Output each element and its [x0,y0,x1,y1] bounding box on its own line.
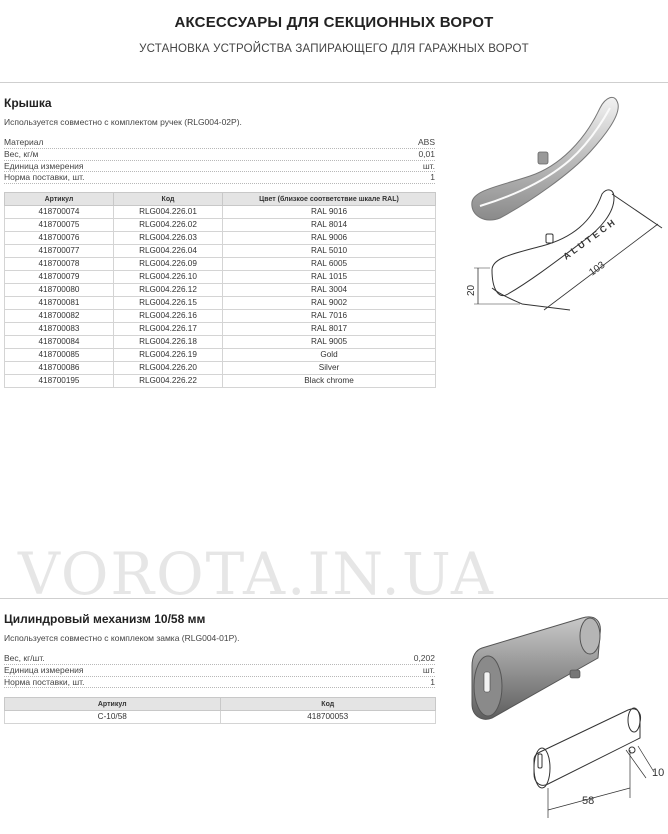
property-row [4,161,435,173]
table-cell: RLG004.226.03 [114,232,223,245]
table-cell: RLG004.226.19 [114,349,223,362]
table-cell: 418700080 [5,284,114,297]
property-value: 1 [430,172,435,183]
property-label: Вес, кг/м [4,148,39,159]
cover-table [4,192,436,388]
table-cell: 418700079 [5,271,114,284]
property-row [4,665,435,677]
table-cell: 418700085 [5,349,114,362]
property-row [4,137,435,149]
table-cell: 418700053 [220,711,436,724]
table-cell: RAL 1015 [223,271,436,284]
table-cell: RAL 9005 [223,336,436,349]
handle-cover-drawing [462,184,668,330]
table-cell: RLG004.226.10 [114,271,223,284]
table-cell: RLG004.226.12 [114,284,223,297]
divider-middle [0,598,668,599]
property-value: шт. [422,160,435,171]
table-cell: RAL 9006 [223,232,436,245]
cylinder-col-article: Артикул [5,698,221,711]
table-row [5,206,436,219]
table-cell: RLG004.226.22 [114,375,223,388]
table-row [5,375,436,388]
watermark: VOROTA.IN.UA [18,540,495,608]
table-cell: RAL 9002 [223,297,436,310]
table-row [5,362,436,375]
dimension-height-label: 20 [466,284,477,296]
property-value: 0,202 [413,653,435,663]
table-cell: С-10/58 [5,711,221,724]
table-cell: RLG004.226.16 [114,310,223,323]
property-label: Единица измерения [4,160,84,171]
table-row [5,310,436,323]
dimension-length-label: 103 [587,259,608,279]
cylinder-properties [4,653,435,688]
table-cell: RLG004.226.04 [114,245,223,258]
page-subtitle: УСТАНОВКА УСТРОЙСТВА ЗАПИРАЮЩЕГО ДЛЯ ГАРАЖНЫХ ВОРОТ [139,43,529,55]
table-cell: 418700195 [5,375,114,388]
property-label: Материал [4,137,44,147]
property-row [4,149,435,161]
table-row [5,349,436,362]
divider-top [0,82,668,83]
table-cell: 418700083 [5,323,114,336]
table-cell: RLG004.226.15 [114,297,223,310]
table-cell: RAL 8014 [223,219,436,232]
cover-usage-note: Используется совместно с комплектом ручек (RLG004-02P). [4,117,242,127]
table-row [5,284,436,297]
table-cell: RLG004.226.09 [114,258,223,271]
table-row [5,232,436,245]
table-cell: RLG004.226.18 [114,336,223,349]
table-cell: RLG004.226.17 [114,323,223,336]
table-row [5,323,436,336]
cylinder-col-code: Код [220,698,436,711]
table-cell: 418700075 [5,219,114,232]
table-row [5,336,436,349]
cylinder-section-title: Цилиндровый механизм 10/58 мм [4,612,206,626]
cover-col-code: Код [114,193,223,206]
table-row [5,271,436,284]
cylinder-drawing [520,688,668,834]
table-row [5,258,436,271]
cylinder-table [4,697,436,724]
table-cell: Silver [223,362,436,375]
table-cell: 418700078 [5,258,114,271]
property-row [4,172,435,184]
table-cell: RAL 7016 [223,310,436,323]
property-value: 0,01 [418,148,435,159]
property-label: Вес, кг/шт. [4,653,45,663]
cover-properties [4,137,435,184]
table-cell: RAL 8017 [223,323,436,336]
property-row [4,653,435,665]
page-title: АКСЕССУАРЫ ДЛЯ СЕКЦИОННЫХ ВОРОТ [174,14,494,31]
table-row [5,297,436,310]
table-cell: 418700076 [5,232,114,245]
dimension-58-label: 58 [582,795,595,807]
property-row [4,677,435,689]
table-cell: 418700082 [5,310,114,323]
table-cell: RAL 3004 [223,284,436,297]
table-cell: 418700077 [5,245,114,258]
table-cell: 418700084 [5,336,114,349]
property-label: Норма поставки, шт. [4,172,85,183]
table-cell: RAL 5010 [223,245,436,258]
property-label: Единица измерения [4,664,84,675]
cylinder-usage-note: Используется совместно с комплеком замка (RLG004-01P). [4,633,240,643]
table-cell: 418700081 [5,297,114,310]
property-value: ABS [417,137,435,147]
dimension-10-label: 10 [652,767,665,779]
property-value: 1 [430,676,435,687]
table-cell: 418700074 [5,206,114,219]
table-row [5,711,436,724]
table-cell: 418700086 [5,362,114,375]
table-cell: RAL 9016 [223,206,436,219]
table-cell: RLG004.226.02 [114,219,223,232]
cover-col-color: Цвет (близкое соответствие шкале RAL) [223,193,436,206]
cover-section-title: Крышка [4,96,52,110]
table-cell: Black chrome [223,375,436,388]
table-cell: RAL 6005 [223,258,436,271]
table-cell: RLG004.226.20 [114,362,223,375]
cover-col-article: Артикул [5,193,114,206]
table-cell: Gold [223,349,436,362]
table-row [5,245,436,258]
property-label: Норма поставки, шт. [4,676,85,687]
table-row [5,219,436,232]
property-value: шт. [422,664,435,675]
drawing-brand-label: ALUTECH [561,215,619,262]
table-cell: RLG004.226.01 [114,206,223,219]
